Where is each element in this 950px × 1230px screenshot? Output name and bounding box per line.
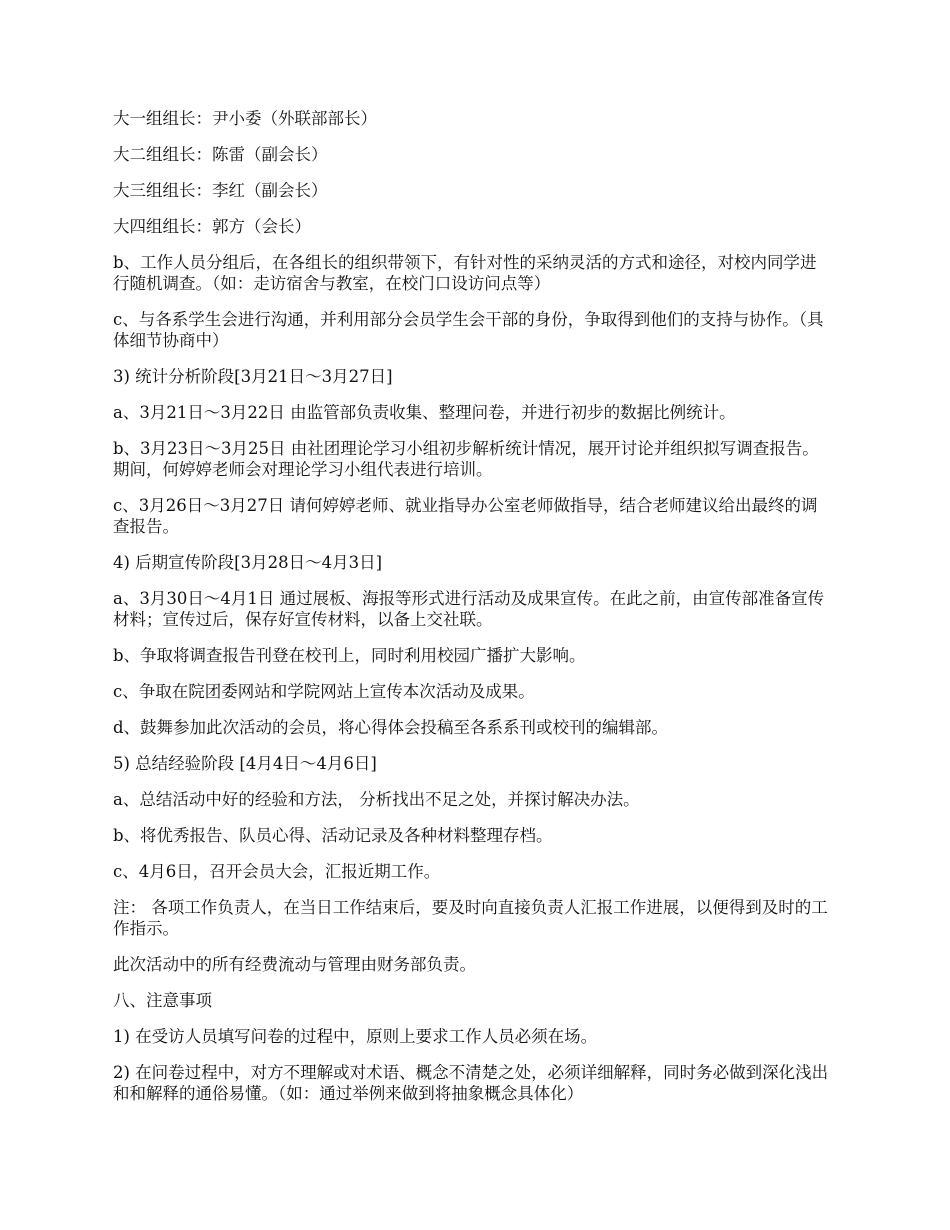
paragraph: c、3月26日～3月27日 请何婷婷老师、就业指导办公室老师做指导，结合老师建议给出最终的调查报告。	[113, 496, 818, 536]
group-leader-line: 大四组组长：郭方（会长）	[113, 217, 311, 236]
note-paragraph: 注： 各项工作负责人，在当日工作结束后，要及时向直接负责人汇报工作进展，以便得到及时的工作指示。	[113, 898, 828, 938]
group-leader-line: 大三组组长：李红（副会长）	[113, 181, 328, 200]
paragraph: b、3月23日～3月25日 由社团理论学习小组初步解析统计情况，展开讨论并组织拟写调查报告。期间，何婷婷老师会对理论学习小组代表进行培训。	[113, 439, 819, 479]
paragraph: a、3月21日～3月22日 由监管部负责收集、整理问卷，并进行初步的数据比例统计。	[113, 403, 736, 422]
paragraph: 1) 在受访人员填写问卷的过程中，原则上要求工作人员必须在场。	[113, 1027, 598, 1046]
document-body	[113, 108, 833, 1119]
paragraph: a、总结活动中好的经验和方法， 分析找出不足之处，并探讨解决办法。	[113, 790, 640, 809]
group-leader-line: 大二组组长：陈雷（副会长）	[113, 145, 328, 164]
paragraph: a、3月30日～4月1日 通过展板、海报等形式进行活动及成果宣传。在此之前，由宣传部准备宣传材料；宣传过后，保存好宣传材料，以备上交社联。	[113, 589, 825, 629]
section-heading: 八、注意事项	[113, 991, 212, 1010]
paragraph: c、与各系学生会进行沟通，并利用部分会员学生会干部的身份，争取得到他们的支持与协作。（具体细节协商中）	[113, 310, 824, 350]
paragraph: 此次活动中的所有经费流动与管理由财务部负责。	[113, 955, 476, 974]
paragraph: b、争取将调查报告刊登在校刊上，同时利用校园广播扩大影响。	[113, 646, 586, 665]
paragraph: 2) 在问卷过程中，对方不理解或对术语、概念不清楚之处，必须详细解释，同时务必做到深化浅出和和解释的通俗易懂。（如：通过举例来做到将抽象概念具体化）	[113, 1063, 829, 1103]
paragraph: b、将优秀报告、队员心得、活动记录及各种材料整理存档。	[113, 826, 553, 845]
paragraph: c、争取在院团委网站和学院网站上宣传本次活动及成果。	[113, 682, 535, 701]
section-heading: 5) 总结经验阶段 [4月4日～4月6日]	[113, 754, 377, 773]
group-leader-line: 大一组组长：尹小委（外联部部长）	[113, 109, 377, 128]
section-heading: 3) 统计分析阶段[3月21日～3月27日]	[113, 367, 393, 386]
section-heading: 4) 后期宣传阶段[3月28日～4月3日]	[113, 553, 383, 572]
paragraph: c、4月6日，召开会员大会，汇报近期工作。	[113, 862, 441, 881]
paragraph: d、鼓舞参加此次活动的会员，将心得体会投稿至各系系刊或校刊的编辑部。	[113, 718, 669, 737]
paragraph: b、工作人员分组后，在各组长的组织带领下，有针对性的采纳灵活的方式和途径，对校内同学进行随机调查。（如：走访宿舍与教室，在校门口设访问点等）	[113, 253, 817, 293]
